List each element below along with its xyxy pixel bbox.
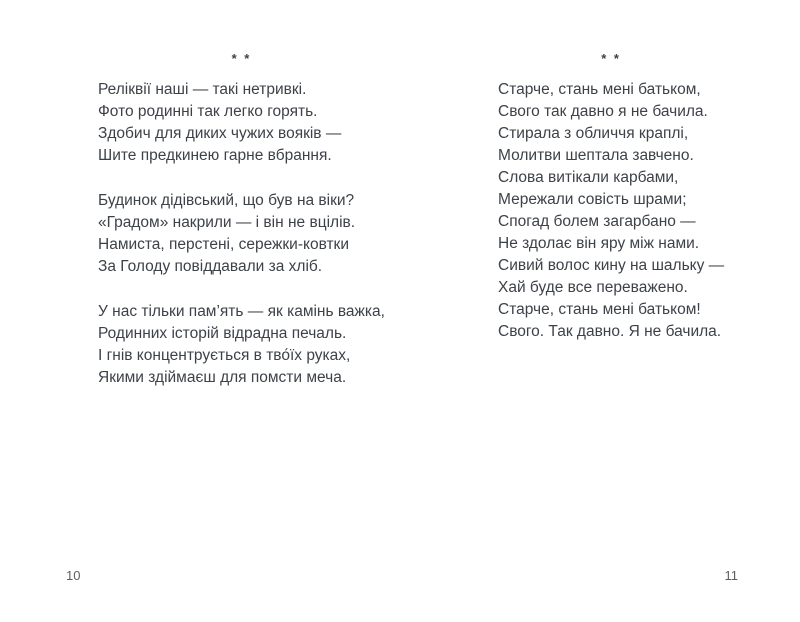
- poem-line: Спогад болем загарбано —: [498, 213, 696, 230]
- section-divider-asterisks: * *: [231, 51, 252, 66]
- poem-line: Намиста, перстені, сережки-ковтки: [98, 236, 349, 253]
- poem-line: Старче, стань мені батьком,: [498, 81, 701, 98]
- poem-line: Будинок дідівський, що був на віки?: [98, 192, 355, 209]
- poem-right-body: [498, 79, 724, 343]
- poem-line: Старче, стань мені батьком!: [498, 301, 701, 318]
- poem-line: За Голоду повіддавали за хліб.: [98, 258, 323, 275]
- poem-left-body: [98, 79, 385, 389]
- stanza: [498, 79, 724, 343]
- poem-line: Стирала з обличчя краплі,: [498, 125, 689, 142]
- stanza: [98, 301, 385, 389]
- poem-line: Свого так давно я не бачила.: [498, 103, 708, 120]
- poem-line: Фото родинні так легко горять.: [98, 103, 318, 120]
- page-right: [400, 0, 800, 622]
- poem-line: «Градом» накрили — і він не вцілів.: [98, 214, 356, 231]
- poem-line: Родинних історій відрадна печаль.: [98, 325, 347, 342]
- poem-line: У нас тільки пам’ять — як камінь важка,: [98, 303, 385, 320]
- page-number-right: 11: [724, 568, 738, 583]
- stanza: [98, 79, 385, 167]
- poem-line: Не здолає він яру між нами.: [498, 235, 700, 252]
- poem-line: Шите предкинею гарне вбрання.: [98, 147, 332, 164]
- poem-right: [498, 48, 724, 343]
- page-number-left: 10: [66, 568, 81, 583]
- poem-line: Молитви шептала завчено.: [498, 147, 694, 164]
- poem-line: Свого. Так давно. Я не бачила.: [498, 323, 722, 340]
- poem-line: Реліквії наші — такі нетривкі.: [98, 81, 307, 98]
- section-divider-asterisks: * *: [601, 51, 621, 66]
- poem-line: Хай буде все переважено.: [498, 279, 688, 296]
- poem-line: Слова витікали карбами,: [498, 169, 679, 186]
- poem-line: Сивий волос кину на шальку —: [498, 257, 725, 274]
- poem-line: Мережали совість шрами;: [498, 191, 687, 208]
- poem-left: [98, 48, 385, 389]
- poem-line: Якими здіймаєш для помсти меча.: [98, 369, 347, 386]
- poem-line: Здобич для диких чужих вояків —: [98, 125, 342, 142]
- poem-line: І гнів концентрується в тво́їх руках,: [98, 347, 351, 364]
- stanza: [98, 190, 385, 278]
